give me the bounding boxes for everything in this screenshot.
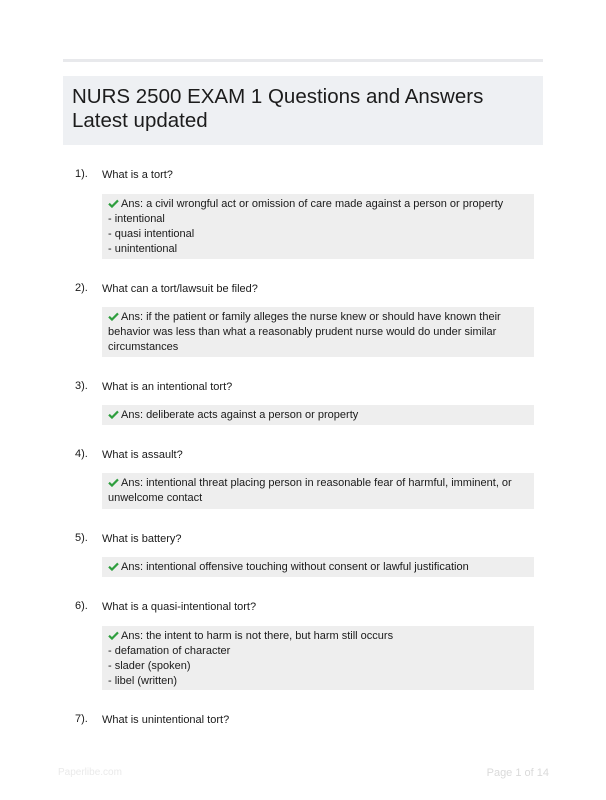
question-number: 1). bbox=[75, 168, 88, 180]
answer-box bbox=[102, 473, 534, 509]
page-indicator: Page 1 of 14 bbox=[486, 767, 549, 779]
question-text: What is unintentional tort? bbox=[102, 714, 230, 726]
answer-line: Ans: a civil wrongful act or omission of care made against a person or property bbox=[108, 197, 528, 212]
question-number: 5). bbox=[75, 532, 88, 544]
answer-line: - defamation of character bbox=[108, 645, 231, 657]
question-number: 6). bbox=[75, 600, 88, 612]
answer-line: Ans: deliberate acts against a person or property bbox=[108, 408, 528, 423]
question-text: What is an intentional tort? bbox=[102, 381, 233, 393]
check-icon bbox=[108, 478, 119, 487]
question-number: 2). bbox=[75, 282, 88, 294]
question-text: What is assault? bbox=[102, 449, 183, 461]
answer-box bbox=[102, 557, 534, 577]
answer-box bbox=[102, 626, 534, 690]
answer-box bbox=[102, 307, 534, 357]
answer-line: - intentional bbox=[108, 213, 165, 225]
watermark-text: Paperlibe.com bbox=[58, 767, 122, 778]
check-icon bbox=[108, 631, 119, 640]
answer-line: Ans: intentional threat placing person in reasonable fear of harmful, imminent, or unwelcome contact bbox=[108, 477, 512, 504]
title-banner bbox=[63, 76, 543, 145]
top-divider bbox=[63, 59, 543, 62]
answer-line: - unintentional bbox=[108, 243, 178, 255]
check-icon bbox=[108, 410, 119, 419]
question-text: What is battery? bbox=[102, 533, 182, 545]
answer-line: - libel (written) bbox=[108, 675, 178, 687]
check-icon bbox=[108, 199, 119, 208]
question-number: 4). bbox=[75, 448, 88, 460]
question-text: What can a tort/lawsuit be filed? bbox=[102, 283, 258, 295]
page-title: NURS 2500 EXAM 1 Questions and Answers Latest updated bbox=[72, 85, 484, 132]
question-number: 3). bbox=[75, 380, 88, 392]
answer-box bbox=[102, 194, 534, 259]
check-icon bbox=[108, 312, 119, 321]
answer-box bbox=[102, 405, 534, 425]
answer-line: Ans: if the patient or family alleges the nurse knew or should have known their behavior was less than what a reasonably prudent nurse would do under similar circumstances bbox=[108, 311, 501, 353]
answer-line: - quasi intentional bbox=[108, 228, 195, 240]
check-icon bbox=[108, 562, 119, 571]
answer-line: Ans: the intent to harm is not there, but harm still occurs bbox=[108, 629, 528, 644]
question-text: What is a quasi-intentional tort? bbox=[102, 601, 257, 613]
question-number: 7). bbox=[75, 713, 88, 725]
answer-line: - slader (spoken) bbox=[108, 660, 191, 672]
answer-line: Ans: intentional offensive touching without consent or lawful justification bbox=[108, 560, 528, 575]
question-text: What is a tort? bbox=[102, 169, 173, 181]
